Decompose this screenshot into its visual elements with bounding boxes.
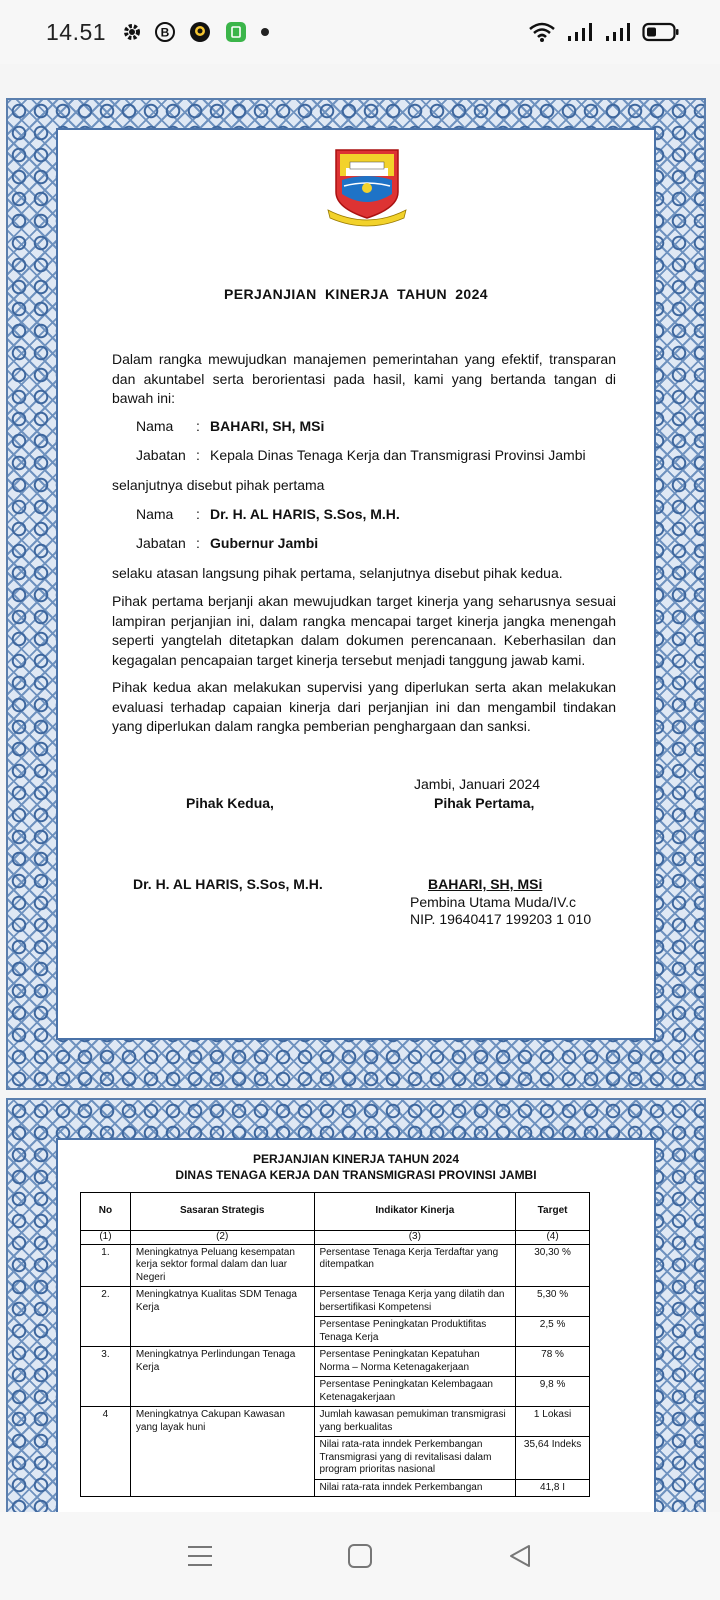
name-label: Nama — [136, 418, 174, 434]
signatory-pertama: BAHARI, SH, MSi — [428, 876, 543, 892]
party1-name: BAHARI, SH, MSi — [210, 418, 325, 434]
table-row: Nilai rata-rata inndek Perkembangan Transmigrasi yang di revitalisasi dalam program prioritas nasional 35,64 Indeks — [81, 1437, 590, 1480]
table-row: Persentase Peningkatan Kelembagaan Ketenagakerjaan 9,8 % — [81, 1377, 590, 1407]
document-page-2 — [6, 1098, 706, 1512]
jambi-emblem-logo — [324, 144, 410, 230]
gear-icon — [122, 22, 142, 42]
green-app-icon — [224, 20, 248, 44]
svg-text:B: B — [160, 25, 170, 40]
signal-icon — [566, 21, 594, 43]
party1-note: selanjutnya disebut pihak pertama — [112, 477, 325, 493]
system-icons — [528, 21, 680, 43]
pihak-pertama-label: Pihak Pertama, — [434, 795, 535, 811]
party1-position: Kepala Dinas Tenaga Kerja dan Transmigrasi Provinsi Jambi — [210, 447, 586, 463]
document-viewer[interactable] — [0, 64, 720, 1512]
table-row: 3. Meningkatnya Perlindungan Tenaga Kerja Persentase Peningkatan Kepatuhan Norma – Norma Ketenagakerjaan 78 % — [81, 1347, 590, 1377]
column-header: No — [81, 1193, 131, 1231]
column-header: Indikator Kinerja — [314, 1193, 516, 1231]
table-header-row — [81, 1193, 590, 1231]
party2-note: selaku atasan langsung pihak pertama, selanjutnya disebut pihak kedua. — [112, 565, 563, 581]
column-header: Target — [516, 1193, 590, 1231]
supervision-paragraph: Pihak kedua akan melakukan supervisi yang diperlukan serta akan melakukan evaluasi terhadap capaian kinerja dari perjanjian ini dan mengambil tindakan yang diperlukan dalam rangka pemberian penghargaan dan sanksi. — [112, 679, 616, 734]
party2-name-row: Nama : Dr. H. AL HARIS, S.Sos, M.H. — [136, 506, 400, 522]
table-row: 4 Meningkatnya Cakupan Kawasan yang layak huni Jumlah kawasan pemukiman transmigrasi yang berkualitas 1 Lokasi — [81, 1407, 590, 1437]
document-title: PERJANJIAN KINERJA TAHUN 2024 — [224, 286, 488, 302]
signal-icon — [604, 21, 632, 43]
party2-position-row: Jabatan : Gubernur Jambi — [136, 535, 319, 551]
name-label: Nama — [136, 506, 174, 522]
position-label: Jabatan — [136, 447, 186, 463]
table-subtitle: DINAS TENAGA KERJA DAN TRANSMIGRASI PROVINSI JAMBI — [175, 1168, 537, 1182]
back-icon[interactable] — [500, 1536, 540, 1576]
home-icon[interactable] — [340, 1536, 380, 1576]
document-page-1 — [6, 98, 706, 1090]
table-row: Persentase Peningkatan Produktifitas Tenaga Kerja 2,5 % — [81, 1317, 590, 1347]
signatory-rank: Pembina Utama Muda/IV.c — [410, 894, 577, 910]
table-row: 1. Meningkatnya Peluang kesempatan kerja sektor formal dalam dan luar Negeri Persentase Tenaga Kerja Terdaftar yang ditempatkan 30,30 % — [81, 1244, 590, 1287]
navigation-bar — [0, 1512, 720, 1600]
signatory-kedua: Dr. H. AL HARIS, S.Sos, M.H. — [133, 876, 323, 892]
status-bar — [0, 0, 720, 64]
b-badge-icon — [154, 21, 176, 43]
place-date: Jambi, Januari 2024 — [414, 776, 541, 792]
column-header: Sasaran Strategis — [130, 1193, 314, 1231]
status-time: 14.51 — [46, 18, 107, 45]
pihak-kedua-label: Pihak Kedua, — [186, 795, 274, 811]
camera-app-icon — [188, 20, 212, 44]
notification-icons — [122, 20, 270, 44]
table-title: PERJANJIAN KINERJA TAHUN 2024 — [252, 1152, 460, 1166]
party1-position-row: Jabatan : Kepala Dinas Tenaga Kerja dan Transmigrasi Provinsi Jambi — [136, 447, 586, 463]
column-number-row: (1) (2) (3) (4) — [81, 1231, 590, 1245]
performance-table — [80, 1192, 590, 1497]
table-row: 2. Meningkatnya Kualitas SDM Tenaga Kerja Persentase Tenaga Kerja yang dilatih dan bersertifikasi Kompetensi 5,30 % — [81, 1287, 590, 1317]
party2-position: Gubernur Jambi — [210, 535, 319, 551]
dot-icon — [260, 27, 270, 37]
intro-paragraph: Dalam rangka mewujudkan manajemen pemerintahan yang efektif, transparan dan akuntabel serta berorientasi pada hasil, kami yang bertanda tangan di bawah ini: — [112, 351, 616, 406]
party2-name: Dr. H. AL HARIS, S.Sos, M.H. — [210, 506, 400, 522]
menu-icon[interactable] — [180, 1536, 220, 1576]
position-label: Jabatan — [136, 535, 186, 551]
table-row: Nilai rata-rata inndek Perkembangan 41,8 I — [81, 1479, 590, 1497]
commitment-paragraph: Pihak pertama berjanji akan mewujudkan target kinerja yang seharusnya sesuai lampiran perjanjian ini, dalam rangka mencapai target kinerja jangka menengah seperti yangtelah ditetapkan dalam dokumen perencanaan. Keberhasilan dan kegagalan pencapaian target kinerja tersebut menjadi tanggung jawab kami. — [112, 593, 616, 668]
wifi-icon — [528, 21, 556, 43]
signatory-nip: NIP. 19640417 199203 1 010 — [410, 911, 592, 927]
battery-icon — [642, 21, 680, 43]
party1-name-row: Nama : BAHARI, SH, MSi — [136, 418, 325, 434]
